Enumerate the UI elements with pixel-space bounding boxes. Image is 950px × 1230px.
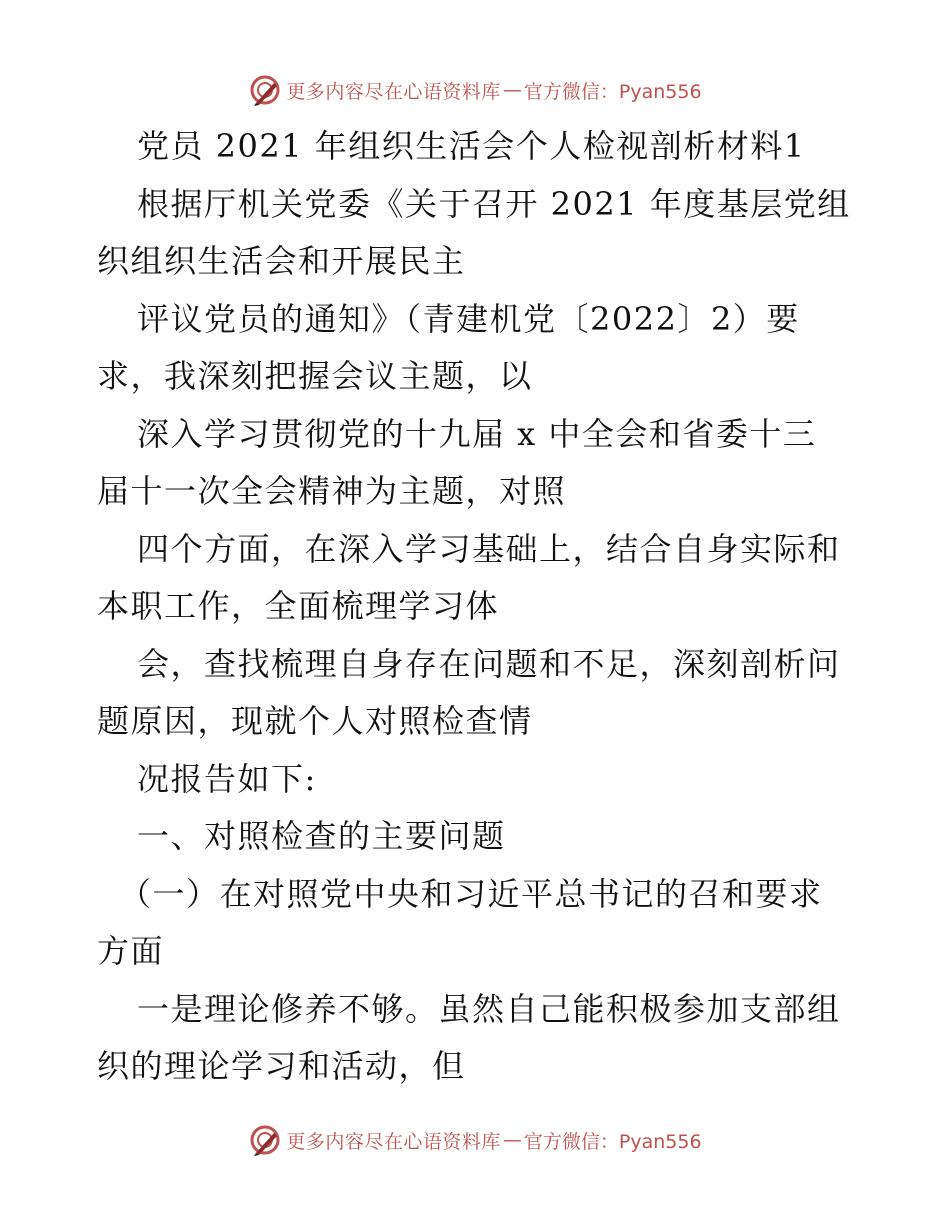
watermark-text: 更多内容尽在心语资料库 xyxy=(286,80,501,103)
footer-watermark xyxy=(0,1120,950,1160)
paragraph-line: 求，我深刻把握会议主题，以 xyxy=(97,357,533,395)
paragraph-line: 织的理论学习和活动，但 xyxy=(97,1047,466,1085)
watermark-wechat: 官方微信：Pyan556 xyxy=(523,1130,702,1153)
paragraph-line: 一是理论修养不够。虽然自己能积极参加支部组 xyxy=(137,989,841,1028)
paragraph-line: 会，查找梳理自身存在问题和不足，深刻剖析问 xyxy=(137,644,841,683)
paragraph-line: 题原因，现就个人对照检查情 xyxy=(97,702,533,740)
paragraph-line: 况报告如下: xyxy=(137,759,317,798)
paragraph-line: 届十一次全会精神为主题，对照 xyxy=(97,472,567,510)
paragraph-line: 织组织生活会和开展民主 xyxy=(97,242,466,280)
paragraph-line: 根据厅机关党委《关于召开 2021 年度基层党组 xyxy=(137,184,851,223)
subsection-heading: （一）在对照党中央和习近平总书记的召和要求 xyxy=(119,874,823,913)
watermark-dash: — xyxy=(502,79,522,101)
document-body xyxy=(97,118,857,1096)
document-title: 党员 2021 年组织生活会个人检视剖析材料1 xyxy=(137,127,806,165)
watermark-wechat: 官方微信：Pyan556 xyxy=(523,80,702,103)
header-watermark xyxy=(0,70,950,110)
pen-logo-icon xyxy=(248,1123,282,1157)
pen-logo-icon xyxy=(248,73,282,107)
watermark-text: 更多内容尽在心语资料库 xyxy=(286,1130,501,1153)
paragraph-line: 四个方面，在深入学习基础上，结合自身实际和 xyxy=(137,529,841,568)
paragraph-line: 深入学习贯彻党的十九届 x 中全会和省委十三 xyxy=(137,414,817,453)
paragraph-line: 评议党员的通知》（青建机党〔2022〕2）要 xyxy=(137,299,800,338)
paragraph-line: 本职工作，全面梳理学习体 xyxy=(97,587,500,625)
paragraph-line: 方面 xyxy=(97,932,165,970)
section-heading: 一、对照检查的主要问题 xyxy=(137,817,506,855)
watermark-dash: — xyxy=(502,1129,522,1151)
